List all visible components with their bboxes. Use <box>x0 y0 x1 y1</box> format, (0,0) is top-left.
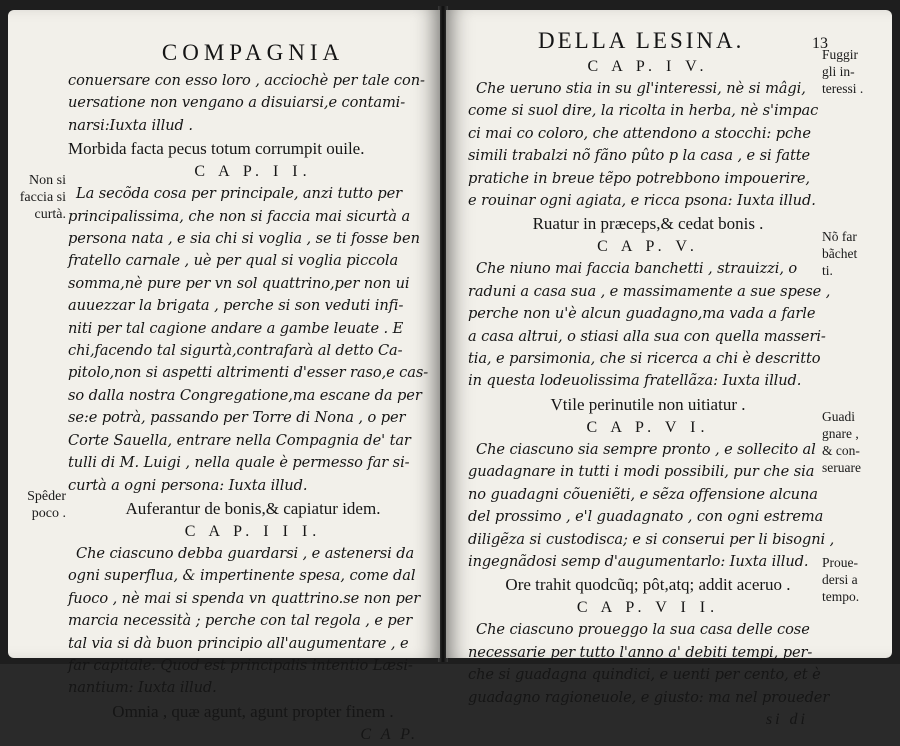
text-line: diligẽza si custodisca; e si conserui per li bisogni , <box>468 530 835 548</box>
text-line: auuezzar la brigata , perche si son veduti infi- <box>68 297 404 315</box>
text-line: perche non u'è alcun guadagno,ma vada a farle <box>468 305 816 323</box>
latin-motto: Omnia , quæ agunt, agunt propter finem . <box>112 701 394 721</box>
text-line: conuersare con esso loro , acciochè per tale con- <box>68 72 425 89</box>
margin-note-line: bãchet <box>822 246 858 261</box>
running-head: COMPAGNIA <box>161 40 345 65</box>
latin-motto: Vtile perinutile non uitiatur . <box>550 394 746 414</box>
margin-note <box>822 408 886 476</box>
margin-note-line: & con- <box>822 443 860 458</box>
chapter-heading: C A P. I I I. <box>184 522 322 540</box>
text-line: principalissima, che non si faccia mai sicurtà a <box>68 207 411 225</box>
text-line: chi,facendo tal sigurtà,contrafarà al detto Ca- <box>68 342 403 360</box>
margin-note-line: Guadi <box>822 409 855 424</box>
margin-note-line: Proue- <box>822 555 858 570</box>
text-line: ingegnãdosi semp d'augumentarlo: Iuxta illud. <box>468 552 809 570</box>
margin-note-line: ti. <box>822 263 833 278</box>
chapter-heading: C A P. V I I. <box>576 599 720 617</box>
chapter-heading: C A P. I I. <box>194 163 312 181</box>
text-line: tal via si dà buon principio all'augumentare , e <box>68 634 409 652</box>
margin-note-line: seruare <box>822 460 861 475</box>
text-line: pratiche in breue tẽpo potrebbono impouerire, <box>468 169 810 187</box>
margin-note-line: gnare , <box>822 426 859 441</box>
text-line: La secõda cosa per principale, anzi tutto per <box>76 185 402 203</box>
text-line: no guadagni cõueniẽti, e sẽza offensione alcuna <box>468 485 818 503</box>
text-line: nantium: Iuxta illud. <box>68 679 217 697</box>
text-line: a casa altrui, o stiasi alla sua con quella masseri- <box>468 327 826 345</box>
margin-note-line: Spêder <box>27 489 66 504</box>
text-line: Corte Sauella, entrare nella Compagnia de' tar <box>68 431 411 449</box>
text-line: guadagno ragioneuole, e giusto: ma nel proueder <box>468 688 830 706</box>
chapter-heading: C A P. V. <box>597 238 699 256</box>
left-text-block <box>68 38 438 746</box>
text-line: Che ciascuno proueggo la sua casa delle cose <box>476 621 810 639</box>
text-line: raduni a casa sua , e massimamente a sue spese , <box>468 282 831 300</box>
margin-note-line: Non si <box>29 173 66 188</box>
left-page <box>8 10 440 743</box>
text-line: narsi:Iuxta illud . <box>68 116 193 134</box>
margin-note-line: curtà. <box>34 207 66 222</box>
chapter-heading: C A P. I V. <box>587 58 709 75</box>
margin-note <box>822 554 886 605</box>
text-line: ogni superflua, & impertinente spesa, come dal <box>68 567 416 585</box>
text-line: Che ueruno stia in su gl'interessi, nè si mâgi, <box>476 80 806 97</box>
right-page <box>446 10 892 728</box>
text-line: somma,nè pure per vn sol quattrino,per non ui <box>68 274 410 292</box>
text-line: che si guadagna quindici, e uenti per cento, et è <box>468 666 821 684</box>
text-line: uersatione non vengano a disuiarsi,e contami- <box>68 94 406 112</box>
margin-note <box>12 488 66 522</box>
text-line: Che niuno mai faccia banchetti , strauizzi, o <box>476 260 798 278</box>
margin-note <box>822 228 886 279</box>
margin-note-line: poco . <box>31 506 66 521</box>
margin-note-line: tempo. <box>822 589 860 604</box>
text-line: fratello carnale , uè per qual si voglia piccola <box>68 252 399 270</box>
margin-note-line: teressi . <box>822 81 864 96</box>
text-line: niti per tal cagione andare a gambe leuate . E <box>68 319 404 337</box>
text-line: e rouinar ogni agiata, e ricca psona: Iuxta illud. <box>468 192 816 210</box>
running-head: DELLA LESINA. <box>538 28 745 53</box>
page-number: 13 <box>812 35 828 52</box>
latin-motto: Ore trahit quodcũq; pôt,atq; addit aceruo . <box>505 575 791 595</box>
text-line: ci mai co coloro, che attendono a stocchi: pche <box>468 124 811 142</box>
text-line: necessarie per tutto l'anno a' debiti tempi, per- <box>468 643 813 661</box>
text-line: curtà a ogni persona: Iuxta illud. <box>68 476 308 494</box>
text-line: fuoco , nè mai si spenda vn quattrino.se non per <box>68 589 421 607</box>
text-line: Che ciascuno sia sempre pronto , e sollecito al <box>476 440 816 458</box>
text-line: persona nata , e sia chi si voglia , se ti fosse ben <box>68 230 420 248</box>
margin-note-line: Fuggir <box>822 47 859 62</box>
text-line: in questa lodeuolissima fratellãza: Iuxta illud. <box>468 372 802 390</box>
text-line: come si suol dire, la ricolta in herba, nè s'impac <box>468 102 819 120</box>
catchword: si di <box>765 710 808 728</box>
text-line: far capitale. Quod est principalis intentio Læsi- <box>68 656 413 674</box>
margin-note-line: faccia si <box>19 190 66 205</box>
text-line: simili trabalzi nõ fãno pûto p la casa , e si fatte <box>468 147 811 165</box>
latin-motto: Auferantur de bonis,& capiatur idem. <box>125 498 381 518</box>
text-line: pitolo,non si aspetti altrimenti d'esser raso,e cas- <box>68 364 429 382</box>
text-line: tulli di M. Luigi , nella quale è permesso far si- <box>68 454 410 472</box>
latin-motto: Ruatur in præceps,& cedat bonis . <box>532 214 764 234</box>
text-line: se:e potrà, passando per Torre di Nona , o per <box>68 409 406 427</box>
text-line: marcia necessità ; perche con tal regola , e per <box>68 612 413 630</box>
text-line: tia, e parsimonia, che si ricerca a chi è descritto <box>468 350 821 368</box>
text-line: guadagnare in tutti i modi possibili, pur che sia <box>468 463 815 481</box>
margin-note-line: gli in- <box>822 64 855 79</box>
latin-motto: Morbida facta pecus totum corrumpit ouile. <box>68 139 365 159</box>
text-line: so dalla nostra Congregatione,ma escane da per <box>68 386 422 404</box>
text-line: Che ciascuno debba guardarsi , e astenersi da <box>76 544 415 562</box>
margin-note-line: Nõ far <box>822 229 857 244</box>
margin-note <box>822 46 886 97</box>
catchword: C A P. <box>360 725 418 743</box>
running-head-row <box>468 26 828 56</box>
margin-note <box>12 172 66 223</box>
margin-note-line: dersi a <box>822 572 858 587</box>
right-text-block <box>468 26 835 731</box>
text-line: del prossimo , e'l guadagnato , con ogni estrema <box>468 508 824 526</box>
chapter-heading: C A P. V I. <box>586 418 710 436</box>
